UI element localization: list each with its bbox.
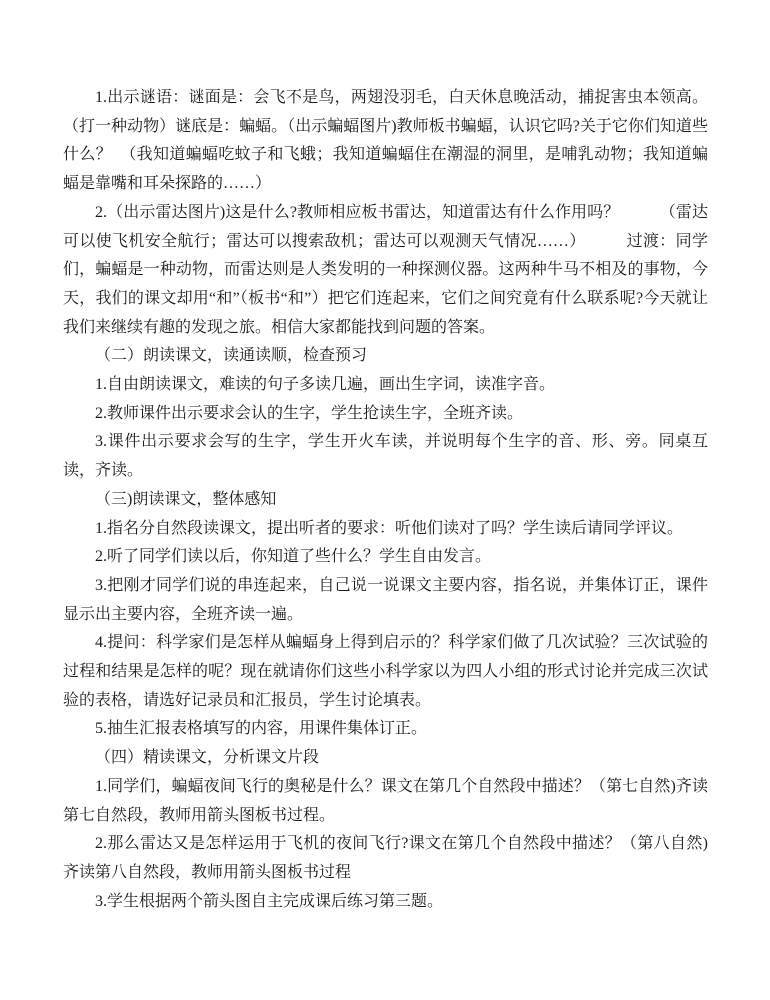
paragraph-step: 5.抽生汇报表格填写的内容，用课件集体订正。 bbox=[95, 720, 428, 738]
paragraph-step: 3.课件出示要求会写的生字，学生开火车读，并说明每个生字的音、形、旁。同桌互读，齐读。 bbox=[63, 433, 708, 480]
paragraph-step: 2.听了同学们读以后，你知道了些什么？学生自由发言。 bbox=[95, 548, 492, 566]
paragraph-step: 2.教师课件出示要求会认的生字，学生抢读生字，全班齐读。 bbox=[95, 404, 524, 422]
paragraph-step: 3.学生根据两个箭头图自主完成课后练习第三题。 bbox=[95, 892, 444, 910]
paragraph-radar-intro: 2.（出示雷达图片)这是什么?教师相应板书雷达，知道雷达有什么作用吗？ （雷达可以使飞机安全航行；雷达可以搜索敌机；雷达可以观测天气情况……） 过渡：同学们，蝙蝠是一种动物，而雷达则是人类发明的一种探测仪器。这两种牛马不相及的事物，今天，我们的课文却用“和”（板书“和”）把它们连起来，它们之间究竟有什么联系呢?今天就让我们来继续有趣的发现之旅。相信大家都能找到问题的答案。 bbox=[63, 203, 708, 336]
section-heading-2: （二）朗读课文，读通读顺，检查预习 bbox=[95, 347, 368, 365]
paragraph-step: 1.自由朗读课文，难读的句子多读几遍，画出生字词，读准字音。 bbox=[95, 376, 556, 394]
section-heading-4: （四）精读课文，分析课文片段 bbox=[95, 749, 320, 767]
paragraph-step: 2.那么雷达又是怎样运用于飞机的夜间飞行?课文在第几个自然段中描述？（第八自然)齐读第八自然段，教师用箭头图板书过程 bbox=[63, 835, 708, 881]
section-heading-3: （三)朗读课文，整体感知 bbox=[95, 490, 277, 508]
paragraph-step: 3.把刚才同学们说的串连起来，自己说一说课文主要内容，指名说，并集体订正，课件显示出主要内容，全班齐读一遍。 bbox=[63, 576, 708, 623]
paragraph-step: 4.提问：科学家们是怎样从蝙蝠身上得到启示的？科学家们做了几次试验？三次试验的过程和结果是怎样的呢？现在就请你们这些小科学家以为四人小组的形式讨论并完成三次试验的表格，请选好记录员和汇报员，学生讨论填表。 bbox=[63, 634, 708, 709]
paragraph-riddle-intro: 1.出示谜语：谜面是：会飞不是鸟，两翅没羽毛，白天休息晚活动，捕捉害虫本领高。（打一种动物）谜底是：蝙蝠。（出示蝙蝠图片)教师板书蝙蝠，认识它吗?关于它你们知道些什么？ （我知道蝙蝠吃蚊子和飞蛾；我知道蝙蝠住在潮湿的洞里，是哺乳动物；我知道蝙蝠是靠嘴和耳朵探路的……） bbox=[63, 89, 708, 193]
paragraph-step: 1.同学们，蝙蝠夜间飞行的奥秘是什么？课文在第几个自然段中描述？（第七自然)齐读第七自然段，教师用箭头图板书过程。 bbox=[63, 777, 708, 824]
paragraph-step: 1.指名分自然段读课文，提出听者的要求：听他们读对了吗？学生读后请同学评议。 bbox=[95, 519, 684, 537]
